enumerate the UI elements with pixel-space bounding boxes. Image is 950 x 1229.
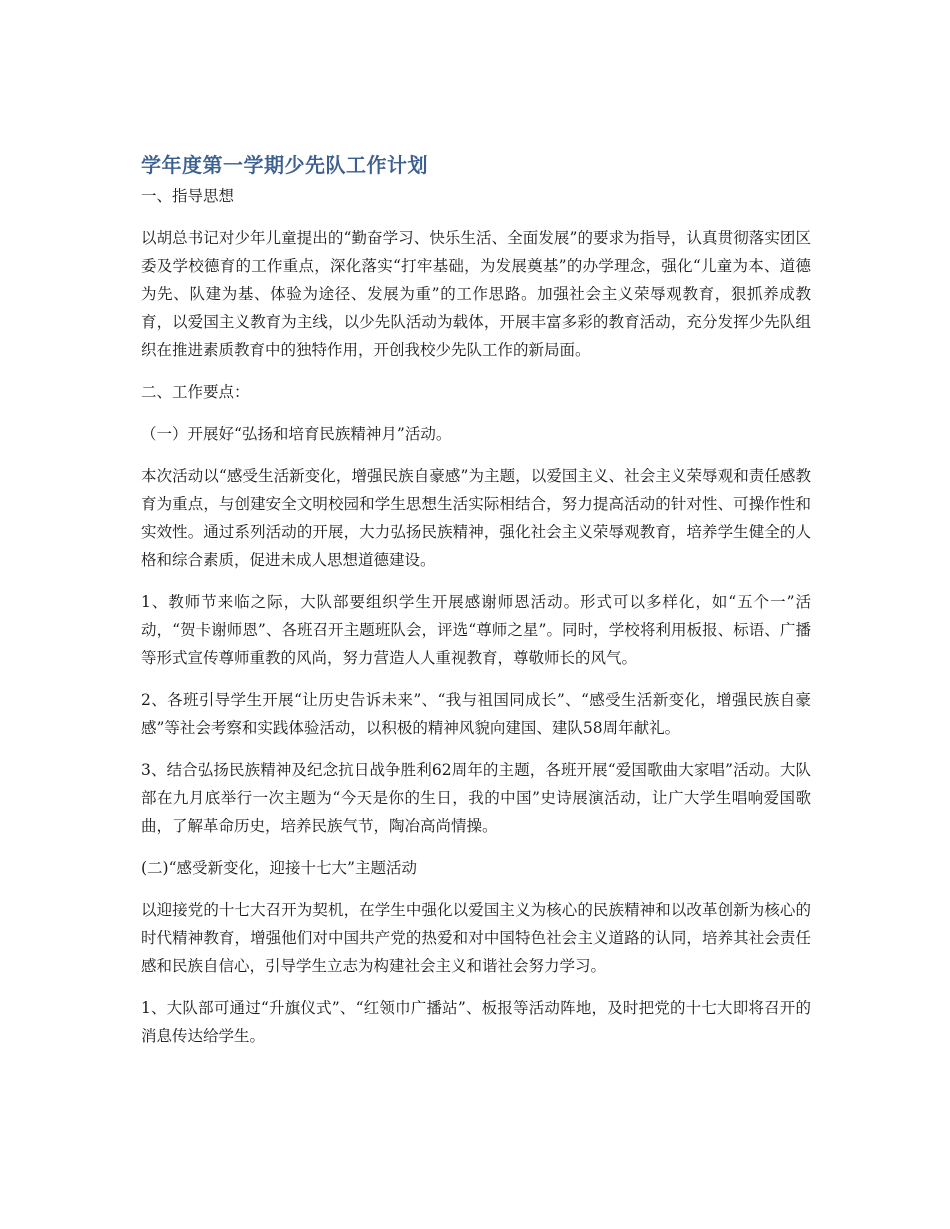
- list-item-social-practice: 2、各班引导学生开展“让历史告诉未来”、“我与祖国同成长”、“感受生活新变化，增强民族自豪感”等社会考察和实践体验活动，以积极的精神风貌向建国、建队58周年献礼。: [141, 691, 811, 737]
- section-heading-guiding-ideology: 一、指导思想: [141, 187, 235, 205]
- paragraph-national-spirit-month: 本次活动以“感受生活新变化，增强民族自豪感”为主题，以爱国主义、社会主义荣辱观和责任感教育为重点，与创建安全文明校园和学生思想生活实际相结合，努力提高活动的针对性、可操作性和实效性。通过系列活动的开展，大力弘扬民族精神，强化社会主义荣辱观教育，培养学生健全的人格和综合素质，促进未成人思想道德建设。: [141, 467, 811, 569]
- list-item-teachers-day: 1、教师节来临之际，大队部要组织学生开展感谢师恩活动。形式可以多样化，如“五个一”活动，“贺卡谢师恩”、各班召开主题班队会，评选“尊师之星”。同时，学校将利用板报、标语、广播等形式宣传尊师重教的风尚，努力营造人人重视教育，尊敬师长的风气。: [141, 593, 811, 667]
- subsection-heading-seventeenth-congress: (二)“感受新变化，迎接十七大”主题活动: [141, 859, 417, 877]
- document-title: 学年度第一学期少先队工作计划: [141, 153, 428, 177]
- paragraph-seventeenth-congress: 以迎接党的十七大召开为契机，在学生中强化以爱国主义为核心的民族精神和以改革创新为核心的时代精神教育，增强他们对中国共产党的热爱和对中国特色社会主义道路的认同，培养其社会责任感和民族自信心，引导学生立志为构建社会主义和谐社会努力学习。: [141, 901, 811, 975]
- document-body: [141, 150, 811, 1050]
- paragraph-guiding-ideology: 以胡总书记对少年儿童提出的“勤奋学习、快乐生活、全面发展”的要求为指导，认真贯彻落实团区委及学校德育的工作重点，深化落实“打牢基础，为发展奠基”的办学理念，强化“儿童为本、道德为先、队建为基、体验为途径、发展为重”的工作思路。加强社会主义荣辱观教育，狠抓养成教育，以爱国主义教育为主线，以少先队活动为载体，开展丰富多彩的教育活动，充分发挥少先队组织在推进素质教育中的独特作用，开创我校少先队工作的新局面。: [141, 229, 811, 359]
- list-item-patriotic-songs: 3、结合弘扬民族精神及纪念抗日战争胜利62周年的主题，各班开展“爱国歌曲大家唱”活动。大队部在九月底举行一次主题为“今天是你的生日，我的中国”史诗展演活动，让广大学生唱响爱国歌曲，了解革命历史，培养民族气节，陶冶高尚情操。: [141, 761, 811, 835]
- subsection-heading-national-spirit-month: （一）开展好“弘扬和培育民族精神月”活动。: [141, 425, 452, 443]
- section-heading-work-points: 二、工作要点：: [141, 383, 250, 401]
- list-item-broadcast-news: 1、大队部可通过“升旗仪式”、“红领巾广播站”、板报等活动阵地，及时把党的十七大即将召开的消息传达给学生。: [141, 999, 811, 1045]
